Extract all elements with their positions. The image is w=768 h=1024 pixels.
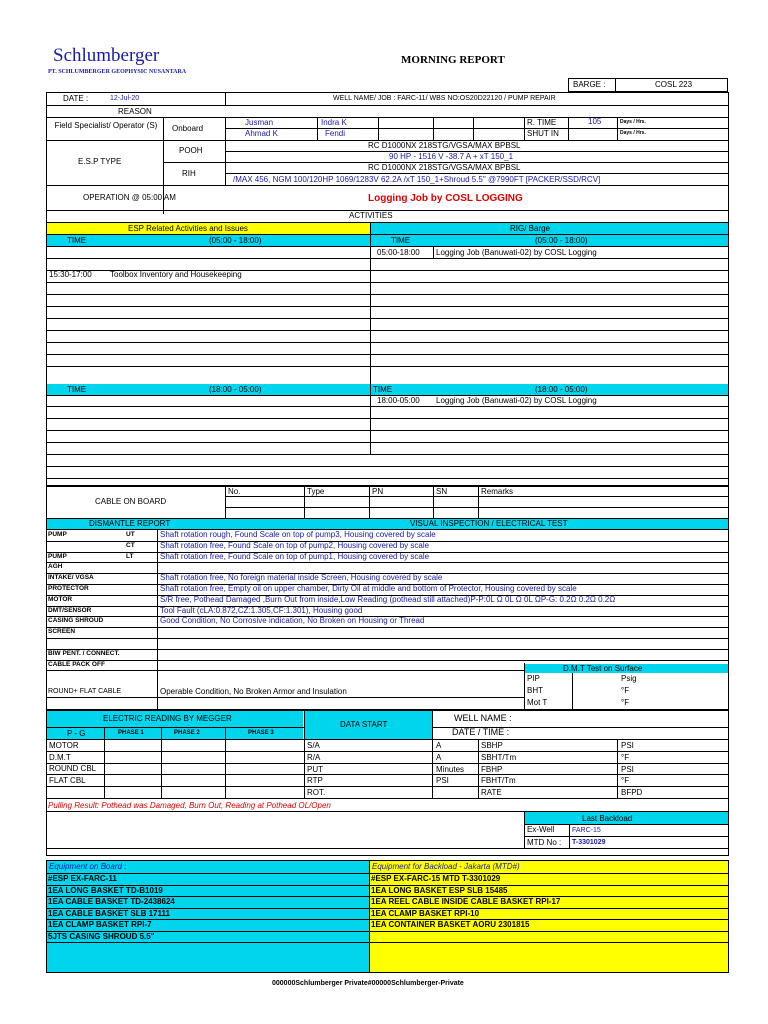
equipment-onboard-item: 1EA CABLE BASKET TD-2438624 [48,897,175,906]
rig-day-range: (05:00 - 18:00) [535,236,588,245]
esp-day-range: (05:00 - 18:00) [209,236,262,245]
dmt-bht-unit: °F [621,686,630,695]
esp-night-time-label: TIME [67,385,87,394]
reason-label: REASON [118,107,152,116]
dismantle-row-text: Shaft rotation free, No foreign material inside Screen, Housing covered by scale [160,573,443,582]
cable-col-sn: SN [436,487,448,496]
data-start-row-param-unit: °F [621,753,630,762]
operator-2: Indra K [321,118,347,127]
ex-well-label: Ex-Well [527,825,555,834]
dismantle-row-sub: UT [126,531,135,538]
equipment-onboard-item: 5JTS CASING SHROUD 5.5" [48,932,155,941]
date-value: 12-Jul-20 [110,95,140,102]
rih-line-2: /MAX 456, NGM 100/120HP 1069/1283V 62.2A /xT 150_1+Shroud 5.5" @7990FT [PACKER/SSD/RCV] [233,175,601,184]
equipment-onboard-item: #ESP EX-FARC-11 [48,874,117,883]
dmt-mott-unit: °F [621,698,630,707]
company-subtitle: PT. SCHLUMBERGER GEOPHYSIC NUSANTARA [48,69,187,75]
data-start-row-label: S/A [307,741,320,750]
dismantle-row-text: Shaft rotation rough, Found Scale on top of pump3, Housing covered by scale [160,530,436,539]
round-flat-label: ROUND+ FLAT CABLE [48,688,122,695]
phase-3-label: PHASE 3 [248,730,274,736]
visual-inspection-title: VISUAL INSPECTION / ELECTRICAL TEST [410,519,568,528]
data-start-row-unit: A [436,753,442,762]
dismantle-row-text: Shaft rotation free, Empty oil on upper chamber, Dirty Oil at middle and bottom of Protector, Housing covered by scale [160,584,577,593]
company-logo: Schlumberger [53,45,160,66]
dmt-bht-label: BHT [527,686,543,695]
dismantle-row-label: AGH [48,563,63,570]
dismantle-row-label: CASING SHROUD [48,617,104,624]
equipment-backload-item: 1EA CLAMP BASKET RPI-10 [371,909,480,918]
shutin-unit: Days / Hrs. [620,130,646,136]
dismantle-row-text: Shaft rotation free, Found Scale on top of pump1, Housing covered by scale [160,552,430,561]
dismantle-row-label: BIW PENT. / CONNECT. [48,650,120,657]
megger-row-label: MOTOR [49,741,79,750]
rig-night-time-label: TIME [373,385,393,394]
esp-time-label: TIME [67,236,87,245]
barge-value: COSL 223 [655,80,693,89]
dismantle-row-label: PUMP [48,553,67,560]
operator-1: Jusman [245,118,274,127]
equipment-backload-tail [370,942,728,972]
dismantle-row-label: INTAKE/ VGSA [48,574,94,581]
rih-line-1: RC D1000NX 218STG/VGSA/MAX BPBSL [368,163,521,172]
megger-row-label: FLAT CBL [49,776,86,785]
rtime-label: R. TIME [527,118,557,127]
megger-row-label: ROUND CBL [49,764,97,773]
cable-on-board-label: CABLE ON BOARD [95,497,167,506]
ex-well-value: FARC-15 [572,827,601,834]
barge-label: BARGE : [573,80,606,89]
rig-header-label: RIG/ Barge [510,224,551,233]
rih-label: RIH [182,169,196,178]
data-start-row-unit: PSI [436,776,449,785]
equipment-backload-item: 1EA CONTAINER BASKET AORU 2301815 [371,920,530,929]
data-start-row-param: SBHP [481,741,503,750]
phase-1-label: PHASE 1 [118,730,144,736]
dmt-test-title: D.M.T Test on Surface [563,664,643,673]
esp-type-label: E.S.P TYPE [78,157,122,166]
well-name-label: WELL NAME : [454,713,512,723]
data-start-row-param: SBHT/Tm [481,753,517,762]
data-start-row-param-unit: BFPD [621,788,643,797]
date-label: DATE : [63,94,89,103]
esp-day-row-desc: Toolbox Inventory and Housekeeping [110,270,242,279]
cable-col-no: No. [228,487,241,496]
activities-title: ACTIVITIES [349,211,393,220]
rtime-unit: Days / Hrs. [620,119,646,125]
equipment-onboard-item: 1EA CLAMP BASKET RPI-7 [48,920,152,929]
dismantle-row-text: Shaft rotation free, Found Scale on top of pump2, Housing covered by scale [160,541,430,550]
footer-classification: 000000Schlumberger Private#00000Schlumberger-Private [272,980,464,987]
pg-label: P - G [67,729,86,738]
field-specialist-label: Field Specialist/ Operator (S) [54,121,158,130]
data-start-row-param: FBHT/Tm [481,776,516,785]
dismantle-row-text: S/R free, Pothead Damaged ,Burn Out from inside,Low Reading (pothead still attached)P-P:0L Ω 0L Ω 0L ΩP-G: 0.2Ω 0.2Ω 0.2Ω [160,595,616,604]
dismantle-row-label: MOTOR [48,596,73,603]
mtd-label: MTD No : [527,838,562,847]
dmt-pip-unit: Psig [621,674,637,683]
data-start-row-unit: Minutes [436,765,465,774]
round-flat-text: Operable Condition, No Broken Armor and Insulation [160,687,347,696]
pooh-label: POOH [179,146,203,155]
esp-night-range: (18:00 - 05:00) [209,385,262,394]
date-time-label: DATE / TIME : [452,727,510,737]
data-start-row-param-unit: PSI [621,741,634,750]
dismantle-row-label: SCREEN [48,628,76,635]
equipment-backload-item: 1EA REEL CABLE INSIDE CABLE BASKET RPI-17 [371,897,561,906]
mtd-value: T-3301029 [572,839,606,846]
equipment-onboard-item: 1EA LONG BASKET TD-B1019 [48,886,163,895]
rig-day-row-time: 05:00-18:00 [377,248,420,257]
equipment-onboard-item: 1EA CABLE BASKET SLB 17111 [48,909,170,918]
cable-col-pn: PN [372,487,384,496]
shutin-label: SHUT IN [527,129,559,138]
data-start-row-param: FBHP [481,765,503,774]
well-name: WELL NAME/ JOB : FARC-11/ WBS NO:OS20D22120 / PUMP REPAIR [333,95,556,102]
dismantle-row-label: DMT/SENSOR [48,607,92,614]
rig-night-row-desc: Logging Job (Banuwati-02) by COSL Logging [436,396,597,405]
rig-time-label: TIME [391,236,411,245]
operation-label: OPERATION @ 05:00 AM [83,193,176,202]
pooh-line-1: RC D1000NX 218STG/VGSA/MAX BPBSL [368,141,521,150]
phase-2-label: PHASE 2 [174,730,200,736]
dmt-pip-label: PIP [527,674,540,683]
rtime-value: 105 [588,117,602,126]
dismantle-row-text: Good Condition, No Corrosive indication, No Broken on Housing or Thread [160,616,425,625]
data-start-label: DATA START [340,720,388,729]
rig-night-range: (18:00 - 05:00) [535,385,588,394]
data-start-row-label: ROT. [307,788,326,797]
pooh-line-2: 90 HP - 1516 V -38.7 A + xT 150_1 [389,152,514,161]
cable-col-type: Type [307,487,325,496]
operation-value: Logging Job by COSL LOGGING [368,193,523,204]
esp-header-label: ESP Related Activities and Issues [128,224,248,233]
equipment-onboard-tail [47,942,369,972]
data-start-row-label: RTP [307,776,323,785]
data-start-row-param-unit: PSI [621,765,634,774]
rig-night-row-time: 18:00-05:00 [377,396,420,405]
equipment-backload-title: Equipment for Backload - Jakarta (MTD#) [372,862,520,871]
equipment-onboard-title: Equipment on Board : [49,862,127,871]
equipment-backload-item: 1EA LONG BASKET ESP SLB 15485 [371,886,508,895]
cable-col-remarks: Remarks [481,487,514,496]
operator-3: Ahmad K [245,129,278,138]
data-start-row-label: PUT [307,765,323,774]
dismantle-row-label: PROTECTOR [48,585,89,592]
dismantle-title: DISMANTLE REPORT [89,519,171,528]
report-title: MORNING REPORT [401,54,505,66]
megger-row-label: D.M.T [49,753,71,762]
megger-title: ELECTRIC READING BY MEGGER [103,714,232,723]
dismantle-row-label: CABLE PACK OFF [48,661,105,668]
data-start-row-label: R/A [307,753,321,762]
dmt-mott-label: Mot T [527,698,548,707]
dismantle-row-text: Tool Fault (cLA:0.872,CZ:1.305,CF:1.301), Housing good [160,606,363,615]
onboard-label: Onboard [172,124,204,133]
dismantle-row-sub: CT [126,542,135,549]
pulling-result: Pulling Result: Pothead was Damaged, Burn Out, Reading at Pothead OL/Open [48,801,331,810]
equipment-backload-item: #ESP EX-FARC-15 MTD T-3301029 [371,874,501,883]
data-start-row-param-unit: °F [621,776,630,785]
esp-day-row-time: 15:30-17:00 [49,270,92,279]
data-start-row-param: RATE [481,788,502,797]
operator-4: Fendi [325,129,346,138]
data-start-row-unit: A [436,741,442,750]
last-backload-label: Last Backload [582,814,633,823]
rig-day-row-desc: Logging Job (Banuwati-02) by COSL Logging [436,248,597,257]
dismantle-row-sub: LT [126,553,134,560]
dismantle-row-label: PUMP [48,531,67,538]
